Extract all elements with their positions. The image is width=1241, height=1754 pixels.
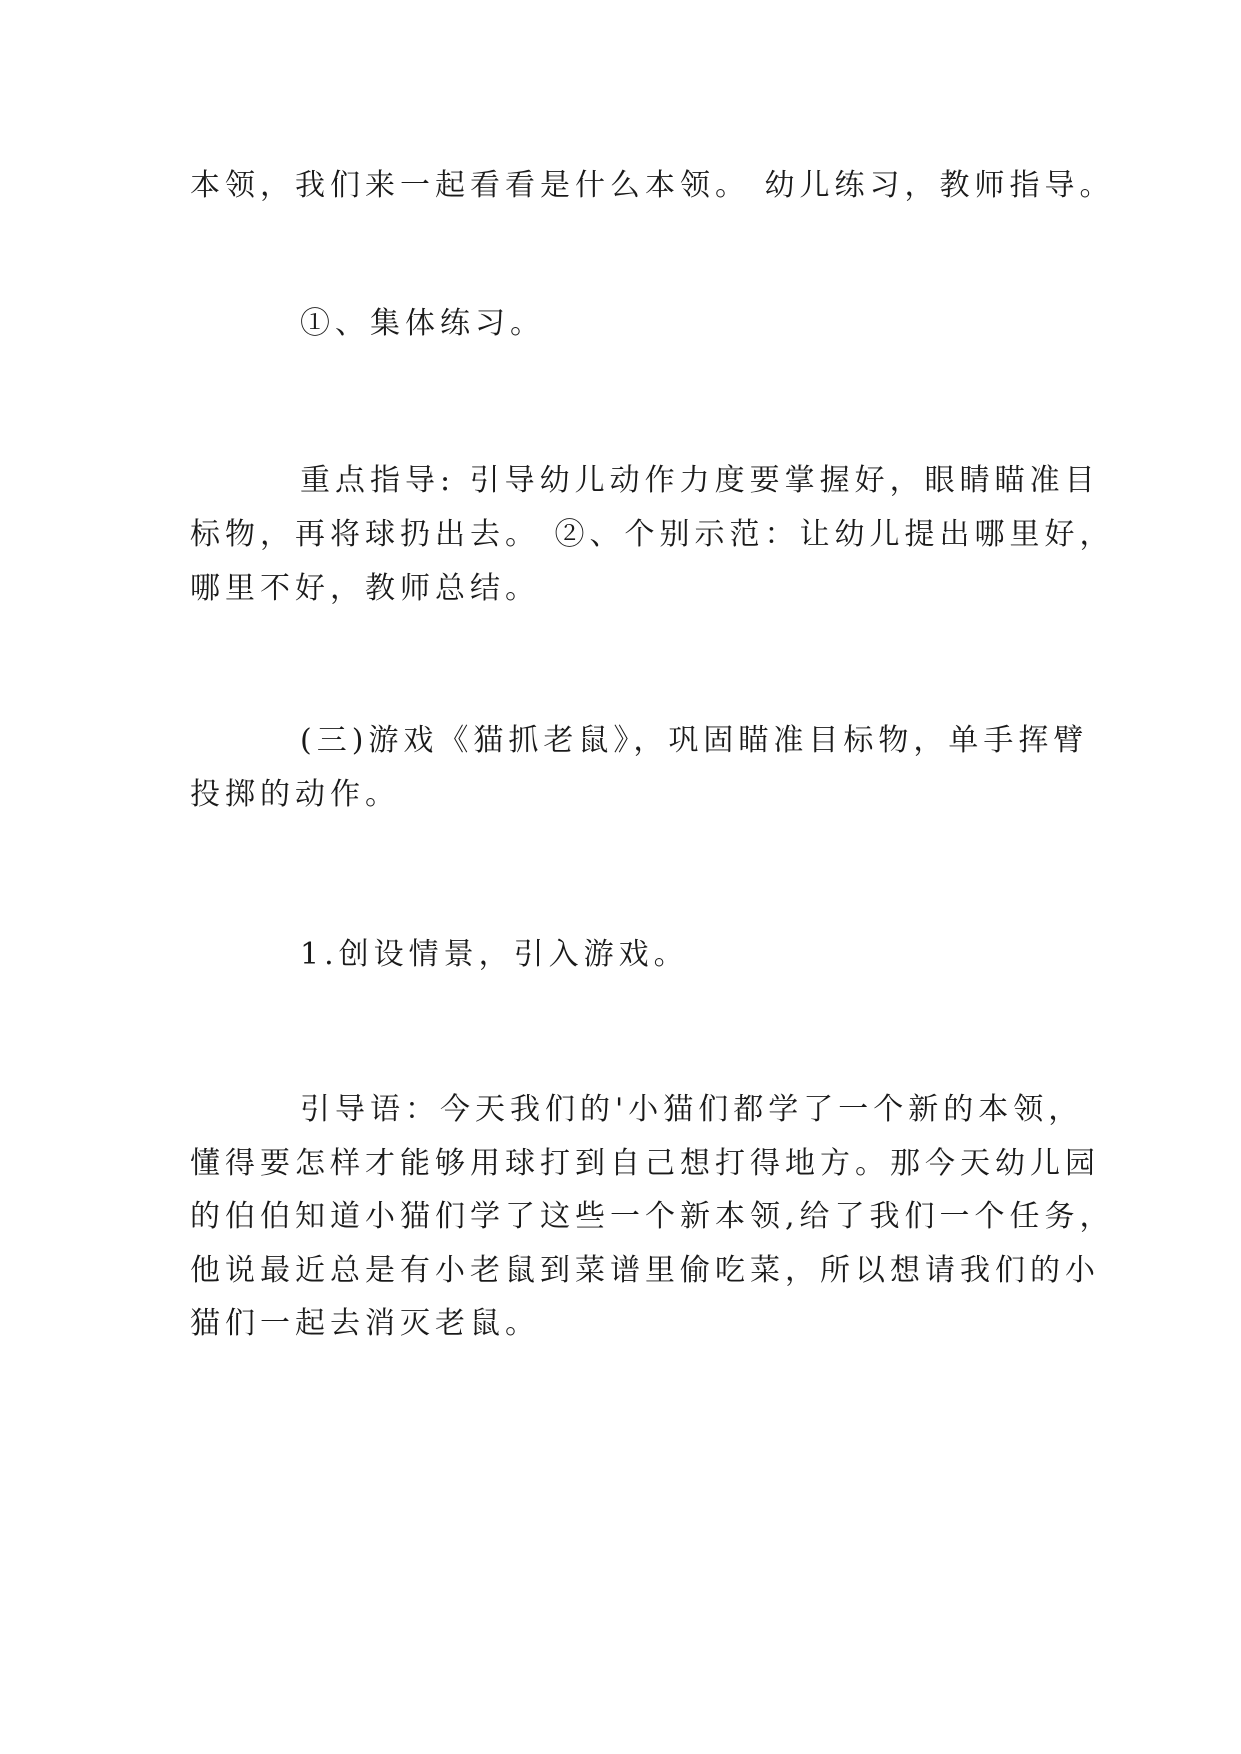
paragraph-line-12: 他说最近总是有小老鼠到菜谱里偷吃菜，所以想请我们的小 — [190, 1253, 1100, 1288]
paragraph-line-7: 投掷的动作。 — [190, 777, 400, 812]
paragraph-line-9: 引导语：今天我们的'小猫们都学了一个新的本领， — [300, 1092, 1084, 1127]
paragraph-line-2: ①、集体练习。 — [300, 306, 545, 341]
paragraph-line-13: 猫们一起去消灭老鼠。 — [190, 1306, 540, 1341]
paragraph-line-4: 标物，再将球扔出去。 ②、个别示范：让幼儿提出哪里好， — [190, 517, 1115, 552]
paragraph-line-11: 的伯伯知道小猫们学了这些一个新本领,给了我们一个任务， — [190, 1199, 1115, 1234]
paragraph-line-1: 本领，我们来一起看看是什么本领。 幼儿练习，教师指导。 — [190, 168, 1115, 203]
paragraph-line-3: 重点指导: 引导幼儿动作力度要掌握好，眼睛瞄准目 — [300, 463, 1100, 498]
paragraph-line-10: 懂得要怎样才能够用球打到自己想打得地方。那今天幼儿园 — [190, 1146, 1100, 1181]
paragraph-line-6: (三)游戏《猫抓老鼠》，巩固瞄准目标物，单手挥臂 — [300, 723, 1089, 758]
paragraph-line-8: 1.创设情景，引入游戏。 — [300, 937, 689, 972]
paragraph-line-5: 哪里不好，教师总结。 — [190, 571, 540, 606]
